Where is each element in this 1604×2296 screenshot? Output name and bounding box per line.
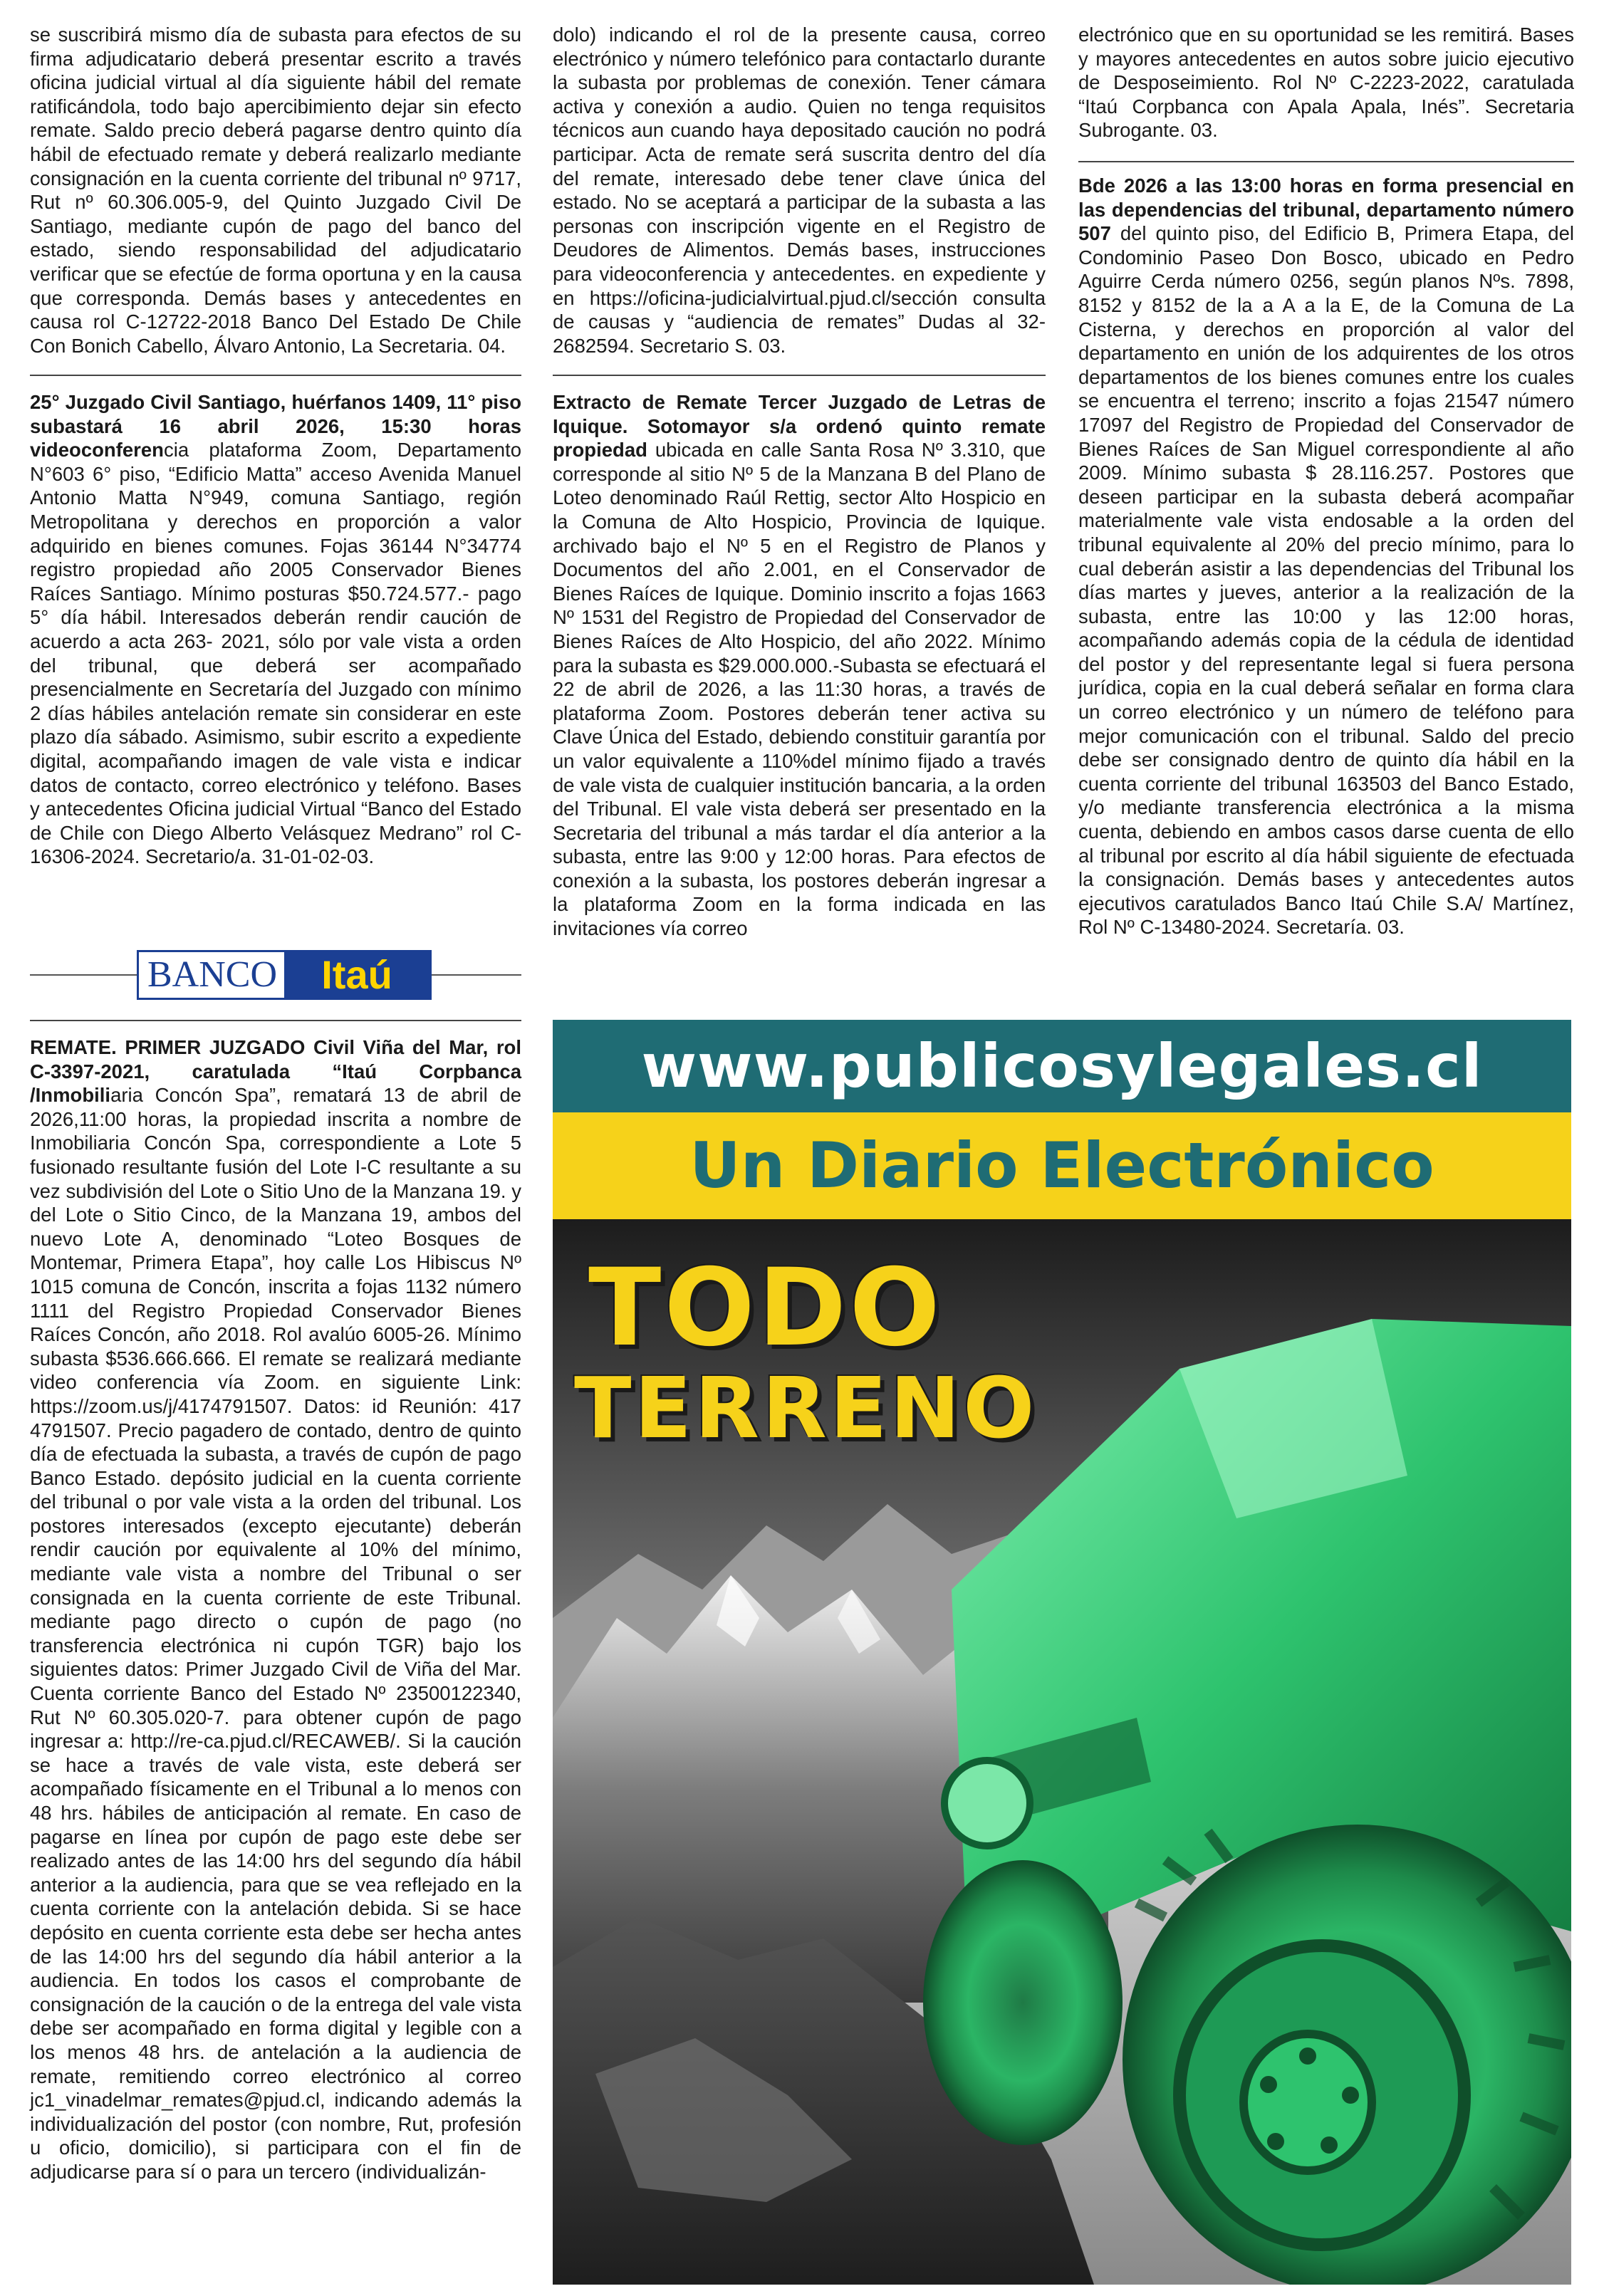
logo-word-banco: BANCO bbox=[147, 954, 278, 995]
notice-body: aria Concón Spa”, rematará 13 de abril de 2026,11:00 horas, la propiedad inscrita a nombre de Inmobiliaria Concón Spa, correspondiente a Lote 5 fusionado resultante fusión del Lote I-C resultante a su vez subdivisión del Lote o Sitio Uno de la Manzana 19. y del Lote o Sitio Cinco, de la Manzana 19, ambos del nuevo Lote A, denominado “Loteo Bosques de Montemar, Primera Etapa”, hoy calle Los Hibiscus Nº 1015 comuna de Concón, inscrita a fojas 1132 número 1111 del Registro Propiedad Conservador Bienes Raíces Concón, año 2018. Rol avalúo 6005-26. Mínimo subasta $536.666.666. El remate se realizará mediante video conferencia vía Zoom. en siguiente Link: https://zoom.us/j/4174791507. Datos: id Reunión: 417 4791507. Precio pagadero de contado, dentro de quinto día de efectuada la subasta, a través de cupón de pago Banco Estado. depósito judicial en la cuenta corriente del tribunal o por vale vista a la orden del tribunal. Los postores interesados (excepto ejecutante) deberán rendir caución por equivalente al 10% del mínimo, mediante vale vista a nombre del Tribunal o ser consignada en la cuenta corriente de este Tribunal. mediante pago directo o cupón de pago (no transferencia electrónica ni cupón TGR) bajo los siguientes datos: Primer Juzgado Civil de Viña del Mar. Cuenta corriente Banco del Estado Nº 23500122340, Rut Nº 60.305.020-7. para obtener cupón de pago ingresar a: http://re-ca.pjud.cl/RECAWEB/. Si la caución se hace a través de vale vista, este deberá ser acompañado físicamente en el Tribunal a lo menos con 48 hrs. hábiles de anticipación al remate. En caso de pagarse en línea por cupón de pago este debe ser realizado antes de las 14:00 hrs del segundo día hábil anterior a la audiencia, para que se vea reflejado en la cuenta corriente con la antelación debida. Si se hace depósito en cuenta corriente esta debe ser hecha antes de las 14:00 hrs del segundo día hábil anterior a la audiencia. En todos los casos el comprobante de consignación de la caución o de la entrega del vale vista debe ser acompañado en forma digital y legible con a los menos 48 hrs. de antelación a la audiencia de remate, remitiendo correo electrónico al correo jc1_vinadelmar_remates@pjud.cl, indicando además la individualización del postor (con nombre, Rut, profesión u oficio, domicilio), si participara con el fin de adjudicarse para sí o para un tercero (individualizán- bbox=[30, 1084, 521, 2183]
ad-headline-todo: TODO bbox=[588, 1246, 943, 1370]
notice-body: cia plataforma Zoom, Departamento N°603 6° piso, “Edificio Matta” acceso Avenida Manuel Antonio Matta N°949, comuna Santiago, región Metropolitana y derechos en proporción a valor adquirido en bienes comunes. Fojas 36144 N°34774 registro propiedad año 2005 Conservador Bienes Raíces Santiago. Mínimo posturas $50.724.577.- pago 5° día hábil. Interesados deberán rendir caución de acuerdo a acta 263- 2021, sólo por vale vista a orden del tribunal, que deberá ser acompañado presencialmente en Secretaría del Juzgado con mínimo 2 días hábiles antelación remate sin considerar en este plazo día sábado. Asimismo, subir escrito a expediente digital, acompañando imagen de vale vista e indicar datos de contacto, correo electrónico y teléfono. Bases y antecedentes Oficina judicial Virtual “Banco del Estado de Chile con Diego Alberto Velásquez Medrano” rol C-16306-2024. Secretario/a. 31-01-02-03. bbox=[30, 439, 521, 868]
notice-quinto-juzgado-tail: se suscribirá mismo día de subasta para efectos de su firma adjudicatario deberá presentar escrito a través oficina judicial virtual al día siguiente hábil del remate ratificándola, todo bajo apercibimiento dejar sin efecto remate. Saldo precio deberá pagarse dentro quinto día hábil de efectuado remate y deberá realizarlo mediante consignación en la cuenta corriente del tribunal nº 9717, Rut nº 60.306.005-9, del Quinto Juzgado Civil De Santiago, mediante cupón de pago del banco del estado, siendo responsabilidad del adjudicatario verificar que se efectúe de forma oportuna y en la causa que corresponda. Demás bases y antecedentes en causa rol C-12722-2018 Banco Del Estado De Chile Con Bonich Cabello, Álvaro Antonio, La Secretaria. 04. bbox=[30, 24, 521, 357]
notice-heading: Bde 2026 a las 13:00 horas en forma presencial en las dependencias del tribunal, departamento número 507 bbox=[1078, 174, 1574, 245]
divider bbox=[30, 1020, 521, 1021]
notice-la-cisterna bbox=[1078, 174, 1574, 939]
column-2 bbox=[553, 23, 1046, 358]
bank-itau-logo-strip bbox=[30, 947, 521, 1004]
notice-heading: REMATE. PRIMER JUZGADO Civil Viña del Mar, rol C-3397-2021, caratulada “Itaú Corpbanca /Inmobili bbox=[30, 1036, 521, 1107]
banco-itau-logo bbox=[137, 950, 432, 1000]
notice-videoconferencia-tail: dolo) indicando el rol de la presente causa, correo electrónico y número telefónico para contactarlo durante la subasta por problemas de conexión. Tener cámara activa y conexión a audio. Quien no tenga requisitos técnicos aun cuando haya depositado caución no podrá participar. Acta de remate será suscrita dentro del día del remate, interesado debe tener clave única del estado. No se aceptará a participar de la subasta a las personas con inscripción vigente en el Registro de Deudores de Alimentos. Demás bases, instrucciones para videoconferencia y antecedentes. en expediente y en https://oficina-judicialvirtual.pjud.cl/sección consulta de causas y “audiencia de remates” Dudas al 32-2682594. Secretario S. 03. bbox=[553, 24, 1046, 357]
ad-headline bbox=[574, 1246, 1073, 1457]
notice-heading: Extracto de Remate Tercer Juzgado de Letras de Iquique. Sotomayor s/a ordenó quinto remate propiedad bbox=[553, 391, 1046, 461]
notice-primer-juzgado-vina bbox=[30, 1035, 521, 2184]
divider bbox=[30, 375, 521, 376]
notice-iquique-tail: electrónico que en su oportunidad se les remitirá. Bases y mayores antecedentes en autos sobre juicio ejecutivo de Desposeimiento. Rol Nº C-2223-2022, caratulada “Itaú Corpbanca con Apala Apala, Inés”. Secretaria Subrogante. 03. bbox=[1078, 24, 1574, 142]
publicosylegales-advertisement[interactable] bbox=[553, 1020, 1571, 2285]
divider bbox=[30, 974, 137, 976]
notice-25-juzgado bbox=[30, 390, 521, 869]
notice-heading: 25° Juzgado Civil Santiago, huérfanos 1409, 11° piso subastará 16 abril 2026, 15:30 horas videoconferen bbox=[30, 391, 521, 461]
divider bbox=[432, 974, 521, 976]
logo-word-itau: Itaú bbox=[284, 952, 429, 998]
column-3 bbox=[1078, 23, 1574, 142]
divider bbox=[553, 375, 1046, 376]
column-1 bbox=[30, 23, 521, 358]
ad-tagline: Un Diario Electrónico bbox=[553, 1112, 1571, 1219]
notice-body: del quinto piso, del Edificio B, Primera Etapa, del Condominio Paseo Don Bosco, ubicado en Pedro Aguirre Cerda número 0256, según planos Nºs. 7898, 8152 y 8152 de la a A a la E, de la Comuna de La Cisterna, y derechos en proporción al valor del departamento en unión de los adquirentes de los otros departamentos de los bienes comunes entre los cuales se encuentra el terreno; inscrito a fojas 21547 número 17097 del Registro de Propiedad del Conservador de Bienes Raíces de San Miguel correspondiente al año 2009. Mínimo subasta $ 28.116.257. Postores que deseen participar en la subasta deberá acompañar materialmente vale vista endosable a la orden del tribunal equivalente al 20% del precio mínimo, para lo cual deberán asistir a las dependencias del Tribunal los días martes y jueves, anterior a la realización de la subasta, entre las 10:00 y las 12:00 horas, acompañando además copia de la cédula de identidad del postor y del representante legal si fuera persona jurídica, copia en la cual deberá señalar en forma clara un correo electrónico y un número de teléfono para mejor comunicación con el tribunal. Saldo del precio debe ser consignado dentro de quinto día hábil en la cuenta corriente del tribunal 163503 del Banco Estado, y/o mediante transferencia electrónica a la misma cuenta, debiendo en ambos casos darse cuenta de ello al tribunal por escrito al día hábil siguiente de efectuada la consignación. Demás bases y antecedentes autos ejecutivos caratulados Banco Itaú Chile S.A/ Martínez, Rol Nº C-13480-2024. Secretaría. 03. bbox=[1078, 222, 1574, 939]
ad-headline-terreno: TERRENO bbox=[574, 1359, 1038, 1457]
notice-body: ubicada en calle Santa Rosa Nº 3.310, que corresponde al sitio Nº 5 de la Manzana B del Plano de Loteo denominado Raúl Rettig, sector Alto Hospicio en la Comuna de Alto Hospicio, Provincia de Iquique. archivado bajo el Nº 5 en el Registro de Planos y Documentos del año 2.001, en el Conservador de Bienes Raíces de Iquique. Dominio inscrito a fojas 1663 Nº 1531 del Registro de Propiedad del Conservador de Bienes Raíces de Alto Hospicio, del año 2022. Mínimo para la subasta es $29.000.000.-Subasta se efectuará el 22 de abril de 2026, a las 11:30 horas, a través de plataforma Zoom. Postores deberán tener activa su Clave Única del Estado, debiendo constituir garantía por un valor equivalente a 110%del mínimo fijado a través de vale vista de cualquier institución bancaria, a la orden del Tribunal. El vale vista deberá ser presentado en la Secretaria del tribunal a más tardar el día anterior a la subasta, entre las 9:00 y 12:00 horas. Para efectos de conexión a la subasta, los postores deberán ingresar a la plataforma Zoom en la forma indicada en las invitaciones vía correo bbox=[553, 439, 1046, 940]
notice-tercer-juzgado-iquique bbox=[553, 390, 1046, 941]
ad-url-link[interactable]: www.publicosylegales.cl bbox=[553, 1020, 1571, 1112]
divider bbox=[1078, 161, 1574, 162]
